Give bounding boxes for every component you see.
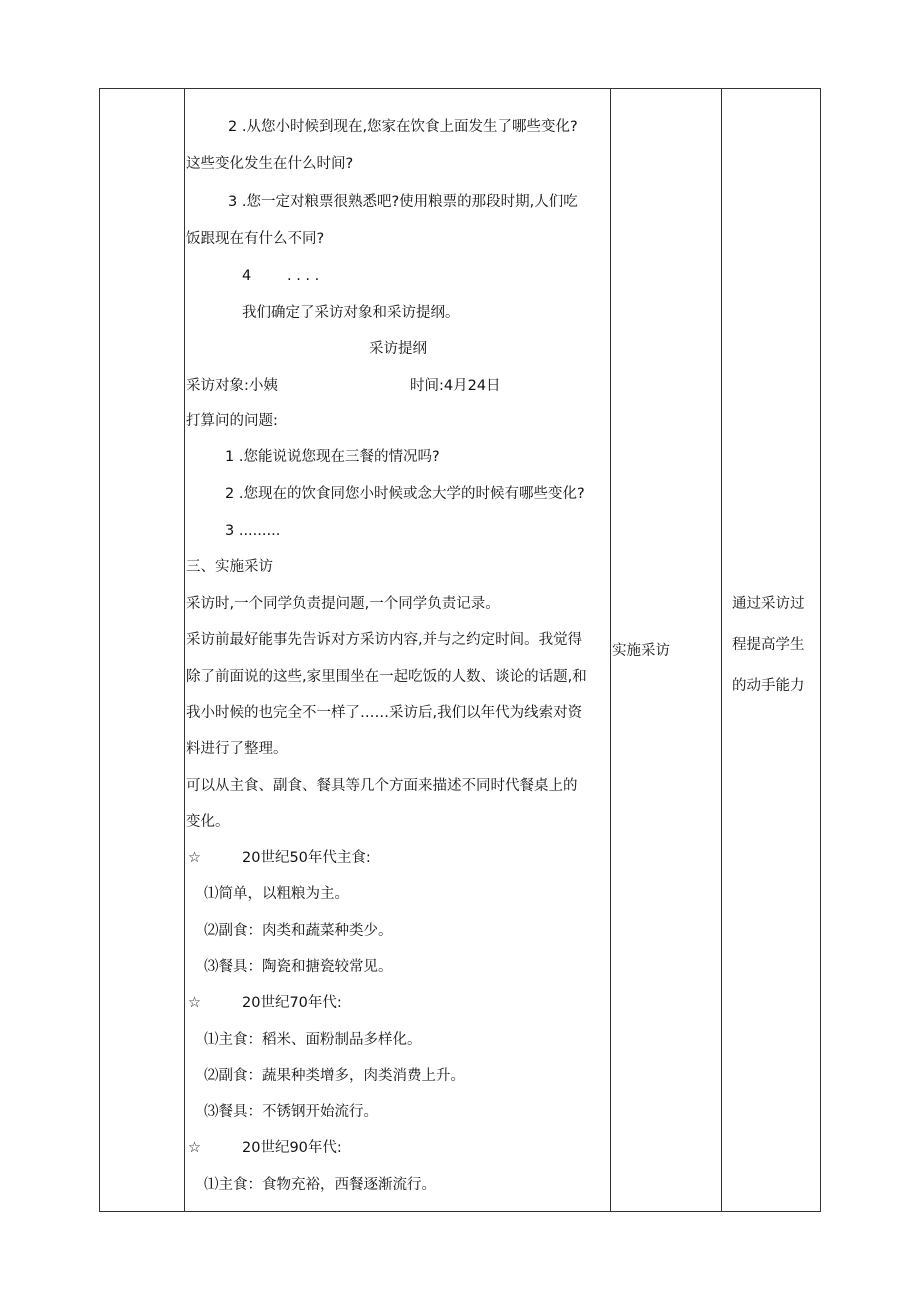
purpose-line-2: 程提高学生 xyxy=(732,637,805,653)
plan-question-1: 1 .您能说说您现在三餐的情况吗? xyxy=(225,449,440,465)
era-50s-item-3: ⑶餐具：陶瓷和搪瓷较常见。 xyxy=(204,959,393,975)
paragraph-1: 采访时,一个同学负责提问题,一个同学负责记录。 xyxy=(186,596,500,612)
table-right-border xyxy=(820,88,821,1212)
outline-title: 采访提纲 xyxy=(369,341,427,357)
section-heading-3: 三、实施采访 xyxy=(186,559,273,575)
era-50s-item-1: ⑴简单，以粗粮为主。 xyxy=(204,886,349,902)
era-50s-item-2: ⑵副食：肉类和蔬菜种类少。 xyxy=(204,923,393,939)
question-2-line-1: 2 .从您小时候到现在,您家在饮食上面发生了哪些变化? xyxy=(228,119,578,135)
plan-question-2: 2 .您现在的饮食同您小时候或念大学的时候有哪些变化? xyxy=(225,486,585,502)
purpose-line-1: 通过采访过 xyxy=(732,596,805,612)
column-divider-2 xyxy=(610,88,611,1212)
activity-cell-text: 实施采访 xyxy=(612,643,670,659)
question-3-line-1: 3 .您一定对粮票很熟悉吧?使用粮票的那段时期,人们吃 xyxy=(228,194,578,210)
star-icon: ☆ xyxy=(188,995,201,1011)
column-divider-3 xyxy=(721,88,722,1212)
interviewee-label: 采访对象:小姨 xyxy=(186,378,278,394)
question-4-dots: . . . . xyxy=(287,268,320,284)
confirm-text: 我们确定了采访对象和采访提纲。 xyxy=(242,305,460,321)
table-left-border xyxy=(99,88,100,1212)
paragraph-3-line-2: 变化。 xyxy=(186,814,230,830)
era-70s-item-1: ⑴主食：稻米、面粉制品多样化。 xyxy=(204,1032,422,1048)
era-70s-item-3: ⑶餐具：不锈钢开始流行。 xyxy=(204,1104,378,1120)
star-icon: ☆ xyxy=(188,1140,201,1156)
question-2-line-2: 这些变化发生在什么时间? xyxy=(186,156,354,172)
paragraph-2-line-1: 采访前最好能事先告诉对方采访内容,并与之约定时间。我觉得 xyxy=(186,632,583,648)
question-4-number: 4 xyxy=(242,268,252,284)
era-70s-item-2: ⑵副食：蔬果种类增多，肉类消费上升。 xyxy=(204,1068,465,1084)
paragraph-2-line-3: 我小时候的也完全不一样了……采访后,我们以年代为线索对资 xyxy=(186,705,583,721)
paragraph-3-line-1: 可以从主食、副食、餐具等几个方面来描述不同时代餐桌上的 xyxy=(186,778,578,794)
column-divider-1 xyxy=(184,88,185,1212)
table-bottom-border xyxy=(99,1211,821,1212)
table-top-border xyxy=(99,88,821,89)
interview-time: 时间:4月24日 xyxy=(410,378,501,394)
paragraph-2-line-4: 料进行了整理。 xyxy=(186,741,288,757)
star-icon: ☆ xyxy=(188,850,201,866)
paragraph-2-line-2: 除了前面说的这些,家里围坐在一起吃饭的人数、谈论的话题,和 xyxy=(186,669,587,685)
purpose-line-3: 的动手能力 xyxy=(732,678,805,694)
era-70s-title: 20世纪70年代: xyxy=(242,995,342,1011)
era-90s-item-1: ⑴主食：食物充裕，西餐逐渐流行。 xyxy=(204,1177,436,1193)
plan-question-3: 3 ......... xyxy=(225,523,281,539)
era-50s-title: 20世纪50年代主食: xyxy=(242,850,371,866)
question-3-line-2: 饭跟现在有什么不同? xyxy=(186,231,325,247)
era-90s-title: 20世纪90年代: xyxy=(242,1140,342,1156)
plan-questions-heading: 打算问的问题: xyxy=(186,413,278,429)
